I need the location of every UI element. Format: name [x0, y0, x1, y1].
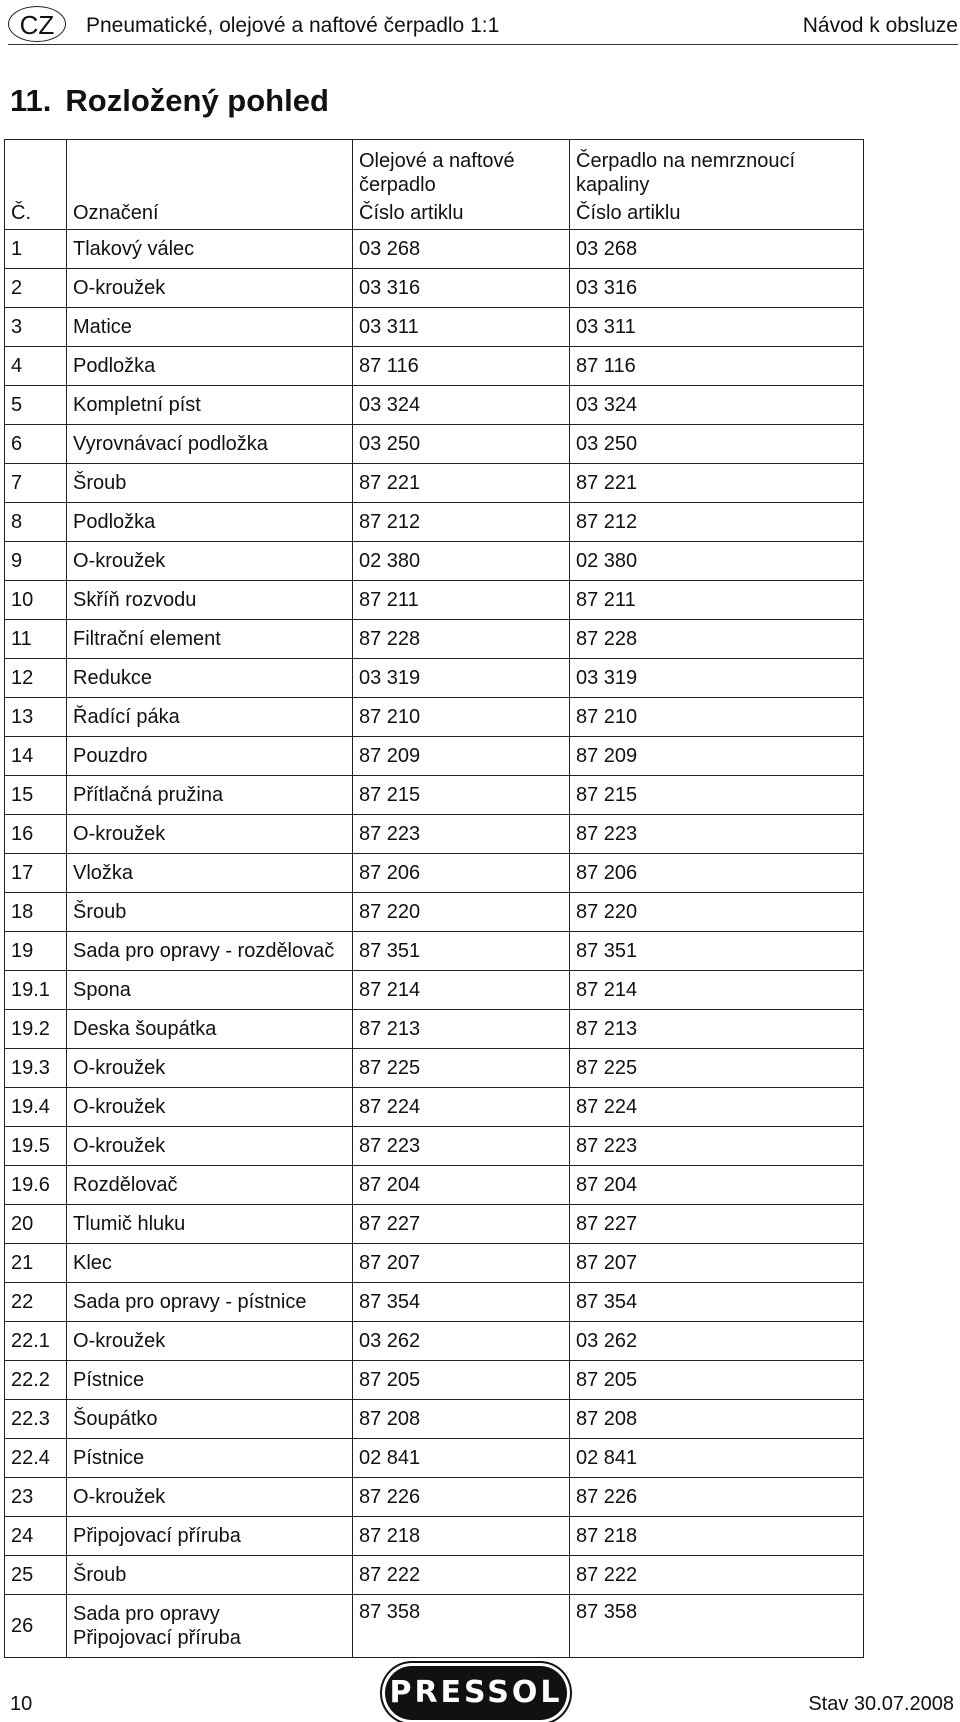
article-number-antifreeze: 87 224 — [570, 1088, 864, 1127]
part-name: Pístnice — [67, 1439, 353, 1478]
part-name-line: Sada pro opravy — [73, 1603, 220, 1625]
article-number-oil: 87 208 — [353, 1400, 570, 1439]
part-number: 21 — [5, 1244, 67, 1283]
column-header-number: Č. — [5, 197, 67, 230]
article-number-oil: 03 250 — [353, 425, 570, 464]
article-number-oil: 87 209 — [353, 737, 570, 776]
part-name: Deska šoupátka — [67, 1010, 353, 1049]
part-name: O-kroužek — [67, 1049, 353, 1088]
article-number-antifreeze: 03 316 — [570, 269, 864, 308]
article-number-antifreeze: 87 226 — [570, 1478, 864, 1517]
part-number: 22.4 — [5, 1439, 67, 1478]
table-row — [5, 1322, 864, 1361]
article-number-oil: 87 351 — [353, 932, 570, 971]
table-row — [5, 1517, 864, 1556]
part-number: 19.3 — [5, 1049, 67, 1088]
article-number-antifreeze: 03 250 — [570, 425, 864, 464]
table-row — [5, 425, 864, 464]
part-number: 14 — [5, 737, 67, 776]
part-number: 19.6 — [5, 1166, 67, 1205]
article-number-oil: 87 225 — [353, 1049, 570, 1088]
article-number-antifreeze: 03 262 — [570, 1322, 864, 1361]
part-name: O-kroužek — [67, 269, 353, 308]
part-number: 11 — [5, 620, 67, 659]
part-number: 20 — [5, 1205, 67, 1244]
part-name: Šroub — [67, 893, 353, 932]
part-number: 22.2 — [5, 1361, 67, 1400]
part-number: 22 — [5, 1283, 67, 1322]
header-blank-cell — [5, 140, 67, 198]
group-header-oil-diesel: Olejové a naftové čerpadlo — [353, 140, 570, 198]
table-row — [5, 1010, 864, 1049]
part-name: Připojovací příruba — [67, 1517, 353, 1556]
article-number-oil: 87 210 — [353, 698, 570, 737]
article-number-antifreeze: 02 380 — [570, 542, 864, 581]
article-number-antifreeze: 87 214 — [570, 971, 864, 1010]
article-number-oil: 03 311 — [353, 308, 570, 347]
document-type: Návod k obsluze — [802, 14, 958, 37]
part-number: 9 — [5, 542, 67, 581]
part-name: Šroub — [67, 1556, 353, 1595]
table-body — [5, 230, 864, 1595]
table-row — [5, 581, 864, 620]
article-number-antifreeze: 87 204 — [570, 1166, 864, 1205]
table-row — [5, 1244, 864, 1283]
article-number-oil: 87 226 — [353, 1478, 570, 1517]
article-number-oil: 87 227 — [353, 1205, 570, 1244]
article-number-oil: 87 223 — [353, 815, 570, 854]
part-name: Tlumič hluku — [67, 1205, 353, 1244]
part-number: 19.4 — [5, 1088, 67, 1127]
article-number-oil: 87 211 — [353, 581, 570, 620]
table-row — [5, 1439, 864, 1478]
part-name: Matice — [67, 308, 353, 347]
part-number: 22.3 — [5, 1400, 67, 1439]
table-row — [5, 347, 864, 386]
part-name: Kompletní píst — [67, 386, 353, 425]
article-number-antifreeze: 87 221 — [570, 464, 864, 503]
part-number: 12 — [5, 659, 67, 698]
article-number-oil: 02 380 — [353, 542, 570, 581]
page-number: 10 — [10, 1693, 33, 1715]
article-number-antifreeze: 03 311 — [570, 308, 864, 347]
table-row — [5, 1088, 864, 1127]
part-name: Řadící páka — [67, 698, 353, 737]
part-number: 1 — [5, 230, 67, 269]
article-number-antifreeze: 87 116 — [570, 347, 864, 386]
article-number-oil: 87 214 — [353, 971, 570, 1010]
article-number-antifreeze: 87 207 — [570, 1244, 864, 1283]
group-header-antifreeze: Čerpadlo na nemrznoucí kapaliny — [570, 140, 864, 198]
part-name: Skříň rozvodu — [67, 581, 353, 620]
part-number: 6 — [5, 425, 67, 464]
article-number-antifreeze: 87 220 — [570, 893, 864, 932]
article-number-oil: 87 354 — [353, 1283, 570, 1322]
part-name: O-kroužek — [67, 542, 353, 581]
article-number-antifreeze: 87 209 — [570, 737, 864, 776]
part-name: O-kroužek — [67, 815, 353, 854]
table-row — [5, 230, 864, 269]
article-number-oil: 03 316 — [353, 269, 570, 308]
table-row — [5, 698, 864, 737]
article-number-antifreeze: 02 841 — [570, 1439, 864, 1478]
article-number-antifreeze: 03 324 — [570, 386, 864, 425]
table-row — [5, 854, 864, 893]
part-number: 8 — [5, 503, 67, 542]
table-row — [5, 1478, 864, 1517]
part-name-line: Připojovací příruba — [73, 1627, 241, 1649]
article-number-oil: 03 324 — [353, 386, 570, 425]
part-number: 22.1 — [5, 1322, 67, 1361]
table-row — [5, 932, 864, 971]
document-title: Pneumatické, olejové a naftové čerpadlo 1:1 — [86, 14, 500, 37]
group-header-row — [5, 140, 864, 198]
article-number-oil: 02 841 — [353, 1439, 570, 1478]
article-number-antifreeze: 87 206 — [570, 854, 864, 893]
table-row — [5, 1049, 864, 1088]
part-name: O-kroužek — [67, 1478, 353, 1517]
part-number: 3 — [5, 308, 67, 347]
country-code-badge: CZ — [8, 6, 66, 42]
article-number-oil: 87 206 — [353, 854, 570, 893]
part-number: 19 — [5, 932, 67, 971]
article-number-antifreeze: 03 319 — [570, 659, 864, 698]
article-number-antifreeze: 87 210 — [570, 698, 864, 737]
table-row — [5, 386, 864, 425]
part-name: Spona — [67, 971, 353, 1010]
article-number-oil: 87 224 — [353, 1088, 570, 1127]
part-number: 17 — [5, 854, 67, 893]
article-number-oil: 87 220 — [353, 893, 570, 932]
column-header-row — [5, 197, 864, 230]
part-name: Podložka — [67, 347, 353, 386]
part-number: 25 — [5, 1556, 67, 1595]
part-name: Vyrovnávací podložka — [67, 425, 353, 464]
table-row — [5, 776, 864, 815]
table-row — [5, 1127, 864, 1166]
table-row — [5, 815, 864, 854]
article-number-antifreeze: 87 222 — [570, 1556, 864, 1595]
part-name: Šroub — [67, 464, 353, 503]
article-number-oil: 87 221 — [353, 464, 570, 503]
part-name: O-kroužek — [67, 1088, 353, 1127]
part-number: 7 — [5, 464, 67, 503]
column-header-article-antifreeze: Číslo artiklu — [570, 197, 864, 230]
part-number: 13 — [5, 698, 67, 737]
table-row — [5, 1595, 864, 1658]
article-number-antifreeze: 87 211 — [570, 581, 864, 620]
article-number-antifreeze: 87 212 — [570, 503, 864, 542]
part-number: 10 — [5, 581, 67, 620]
article-number-oil: 87 205 — [353, 1361, 570, 1400]
article-number-oil: 87 116 — [353, 347, 570, 386]
section-number: 11. — [10, 83, 52, 118]
part-name: Sada pro opravy - pístnice — [67, 1283, 353, 1322]
article-number-oil: 87 212 — [353, 503, 570, 542]
article-number-oil: 03 262 — [353, 1322, 570, 1361]
part-name: Rozdělovač — [67, 1166, 353, 1205]
article-number-oil: 87 213 — [353, 1010, 570, 1049]
table-row — [5, 1400, 864, 1439]
part-name: Pístnice — [67, 1361, 353, 1400]
part-name: Filtrační element — [67, 620, 353, 659]
part-name: Redukce — [67, 659, 353, 698]
column-header-article-oil: Číslo artiklu — [353, 197, 570, 230]
table-row — [5, 503, 864, 542]
table-row — [5, 971, 864, 1010]
article-number-antifreeze: 87 225 — [570, 1049, 864, 1088]
part-number: 26 — [5, 1595, 67, 1658]
part-number: 5 — [5, 386, 67, 425]
article-number-oil: 87 222 — [353, 1556, 570, 1595]
part-number: 2 — [5, 269, 67, 308]
article-number-oil: 87 358 — [353, 1595, 570, 1658]
part-number: 19.1 — [5, 971, 67, 1010]
article-number-antifreeze: 87 358 — [570, 1595, 864, 1658]
article-number-antifreeze: 87 228 — [570, 620, 864, 659]
article-number-oil: 87 207 — [353, 1244, 570, 1283]
part-number: 15 — [5, 776, 67, 815]
article-number-antifreeze: 87 351 — [570, 932, 864, 971]
table-row — [5, 308, 864, 347]
article-number-antifreeze: 87 223 — [570, 815, 864, 854]
part-name: O-kroužek — [67, 1127, 353, 1166]
table-row — [5, 542, 864, 581]
part-number: 18 — [5, 893, 67, 932]
part-name: Klec — [67, 1244, 353, 1283]
part-name: O-kroužek — [67, 1322, 353, 1361]
parts-table — [4, 139, 864, 1658]
table-row — [5, 659, 864, 698]
table-row — [5, 893, 864, 932]
article-number-antifreeze: 87 205 — [570, 1361, 864, 1400]
part-name: Přítlačná pružina — [67, 776, 353, 815]
part-number: 23 — [5, 1478, 67, 1517]
article-number-oil: 03 319 — [353, 659, 570, 698]
part-number: 19.5 — [5, 1127, 67, 1166]
article-number-oil: 87 204 — [353, 1166, 570, 1205]
table-row — [5, 737, 864, 776]
part-number: 24 — [5, 1517, 67, 1556]
article-number-antifreeze: 87 218 — [570, 1517, 864, 1556]
part-number: 16 — [5, 815, 67, 854]
article-number-antifreeze: 87 208 — [570, 1400, 864, 1439]
header-blank-cell — [67, 140, 353, 198]
article-number-oil: 87 218 — [353, 1517, 570, 1556]
table-row — [5, 1283, 864, 1322]
table-row — [5, 1205, 864, 1244]
part-name: Pouzdro — [67, 737, 353, 776]
article-number-antifreeze: 87 227 — [570, 1205, 864, 1244]
section-heading — [10, 83, 329, 119]
part-name: Tlakový válec — [67, 230, 353, 269]
document-date: Stav 30.07.2008 — [808, 1693, 954, 1715]
page-header — [8, 6, 958, 45]
part-name: Vložka — [67, 854, 353, 893]
article-number-oil: 87 223 — [353, 1127, 570, 1166]
part-name: Podložka — [67, 503, 353, 542]
article-number-antifreeze: 87 354 — [570, 1283, 864, 1322]
article-number-antifreeze: 87 223 — [570, 1127, 864, 1166]
part-name: Sada pro opravy - rozdělovač — [67, 932, 353, 971]
article-number-oil: 03 268 — [353, 230, 570, 269]
part-name: Šoupátko — [67, 1400, 353, 1439]
article-number-antifreeze: 03 268 — [570, 230, 864, 269]
section-title: Rozložený pohled — [65, 83, 329, 118]
table-row — [5, 620, 864, 659]
table-row — [5, 1556, 864, 1595]
table-row — [5, 1361, 864, 1400]
part-number: 4 — [5, 347, 67, 386]
part-number: 19.2 — [5, 1010, 67, 1049]
part-name — [67, 1595, 353, 1658]
pressol-logo: PRESSOL — [385, 1666, 567, 1720]
article-number-oil: 87 228 — [353, 620, 570, 659]
table-row — [5, 464, 864, 503]
article-number-oil: 87 215 — [353, 776, 570, 815]
column-header-designation: Označení — [67, 197, 353, 230]
table-row — [5, 269, 864, 308]
article-number-antifreeze: 87 215 — [570, 776, 864, 815]
table-row — [5, 1166, 864, 1205]
article-number-antifreeze: 87 213 — [570, 1010, 864, 1049]
